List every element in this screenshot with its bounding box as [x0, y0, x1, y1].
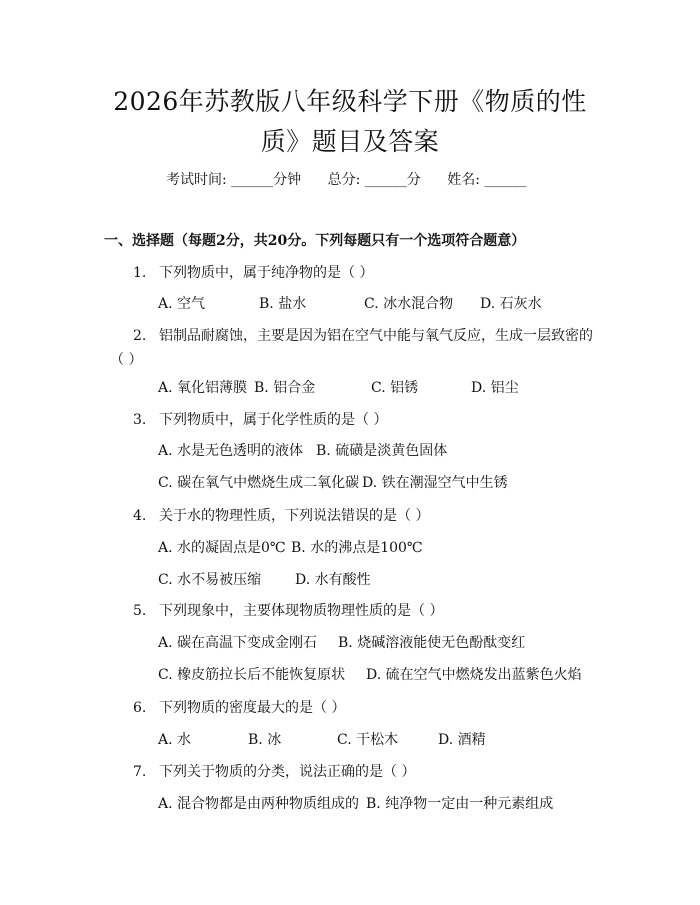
option-a: A. 水的凝固点是0℃: [158, 540, 286, 556]
question: [133, 761, 415, 781]
question: [133, 409, 387, 429]
question-number: 5.: [133, 603, 147, 619]
option-a: A. 碳在高温下变成金刚石: [158, 635, 318, 651]
option-b: B. 冰: [248, 732, 282, 748]
question-number: 2.: [133, 328, 147, 344]
question-number: 3.: [133, 412, 147, 428]
question: [133, 600, 443, 620]
question-continuation: （ ）: [110, 352, 143, 368]
option-c: C. 水不易被压缩: [158, 572, 262, 588]
option-c: C. 橡皮筋拉长后不能恢复原状: [158, 667, 346, 683]
option-c: C. 铝锈: [371, 380, 419, 396]
option-d: D. 水有酸性: [295, 572, 371, 588]
option-d: D. 石灰水: [480, 296, 542, 312]
question-number: 4.: [133, 508, 147, 524]
question-number: 6.: [133, 700, 147, 716]
exam-meta: [166, 169, 548, 189]
option-b: B. 盐水: [259, 296, 307, 312]
option-b: B. 水的沸点是100℃: [291, 540, 423, 556]
student-name: 姓名: ______: [447, 172, 527, 188]
exam-time: 考试时间: ______分钟: [166, 172, 302, 188]
option-b: B. 烧碱溶液能使无色酚酞变红: [338, 635, 526, 651]
option-a: A. 水: [158, 732, 192, 748]
option-b: B. 硫磺是淡黄色固体: [316, 443, 448, 459]
option-d: D. 铁在潮湿空气中生锈: [362, 475, 508, 491]
question-text: 铝制品耐腐蚀，主要是因为铝在空气中能与氧气反应，生成一层致密的: [159, 328, 593, 344]
question-text: 下列物质的密度最大的是（ ）: [159, 700, 346, 716]
question-text: 下列物质中，属于化学性质的是（ ）: [159, 412, 388, 428]
option-a: A. 混合物都是由两种物质组成的: [158, 796, 360, 812]
question-text: 关于水的物理性质，下列说法错误的是（ ）: [159, 508, 430, 524]
exam-score: 总分: ______分: [327, 172, 421, 188]
option-c: C. 冰水混合物: [364, 296, 454, 312]
title-line-1: 2026年苏教版八年级科学下册《物质的性: [113, 87, 587, 116]
option-d: D. 铝尘: [471, 380, 519, 396]
option-a: A. 水是无色透明的液体: [158, 443, 304, 459]
option-d: D. 酒精: [438, 732, 486, 748]
option-a: A. 空气: [158, 296, 206, 312]
option-b: B. 纯净物一定由一种元素组成: [366, 796, 554, 812]
question: [133, 505, 429, 525]
question-text: 下列关于物质的分类，说法正确的是（ ）: [159, 764, 416, 780]
question: [133, 697, 345, 717]
question: [133, 262, 373, 282]
question: [133, 325, 593, 345]
title-line-2: 质》题目及答案: [260, 127, 440, 156]
option-b: B. 铝合金: [254, 380, 316, 396]
option-c: C. 干松木: [337, 732, 399, 748]
section-heading: 一、选择题（每题2分，共20分。下列每题只有一个选项符合题意）: [104, 233, 526, 249]
option-a: A. 氧化铝薄膜: [158, 380, 248, 396]
page-title: [60, 82, 640, 162]
option-c: C. 碳在氧气中燃烧生成二氧化碳: [158, 475, 360, 491]
question-text: 下列现象中，主要体现物质物理性质的是（ ）: [159, 603, 444, 619]
question-number: 7.: [133, 764, 147, 780]
option-d: D. 硫在空气中燃烧发出蓝紫色火焰: [366, 667, 582, 683]
question-text: 下列物质中，属于纯净物的是（ ）: [159, 265, 374, 281]
question-number: 1.: [133, 265, 147, 281]
